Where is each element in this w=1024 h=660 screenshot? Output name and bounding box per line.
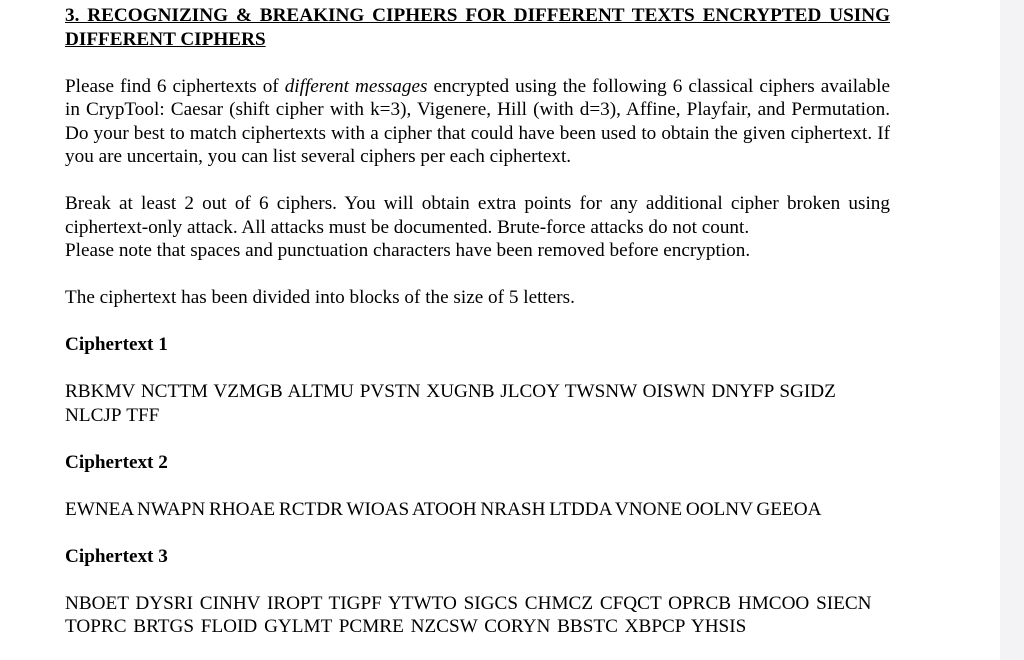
ciphertext-1-body: RBKMV NCTTM VZMGB ALTMU PVSTN XUGNB JLCOY TWSNW OISWN DNYFP SGIDZ NLCJP TFF [65, 381, 836, 426]
document-content [65, 4, 890, 639]
intro-text-start: Please find 6 ciphertexts of [65, 75, 285, 97]
intro-text-end: encrypted using the following 6 classical ciphers available in CrypTool: Caesar (shift cipher with k=3), Vigenere, Hill (with d=3), Affine, Playfair, and Permutation. Do your best to match ciphertexts with a cipher that could have been used to obtain the given ciphertext. If you are uncertain, you can list several ciphers per each ciphertext. [65, 75, 890, 167]
ciphertext-3-body: NBOET DYSRI CINHV IROPT TIGPF YTWTO SIGCS CHMCZ CFQCT OPRCB HMCOO SIECN TOPRC BRTGS FLOID GYLMT PCMRE NZCSW CORYN BBSTC XBPCP YHSIS [65, 592, 872, 637]
right-gutter [1000, 0, 1024, 660]
intro-paragraph-2: Break at least 2 out of 6 ciphers. You will obtain extra points for any additional cipher broken using ciphertext-only attack. All attacks must be documented. Brute-force attacks do not count. [65, 193, 890, 238]
ciphertext-3-title: Ciphertext 3 [65, 545, 168, 567]
ciphertext-2-body: EWNEA NWAPN RHOAE RCTDR WIOAS ATOOH NRASH LTDDA VNONE OOLNV GEEOA [65, 498, 822, 520]
section-heading: 3. RECOGNIZING & BREAKING CIPHERS FOR DIFFERENT TEXTS ENCRYPTED USING DIFFERENT CIPHERS [65, 5, 890, 50]
intro-paragraph-3: Please note that spaces and punctuation characters have been removed before encryption. [65, 240, 751, 261]
ciphertext-1-title: Ciphertext 1 [65, 334, 168, 355]
ciphertext-2-title: Ciphertext 2 [65, 451, 168, 473]
intro-paragraph-1 [65, 75, 890, 169]
intro-emphasis: different messages [284, 75, 428, 97]
intro-paragraph-4: The ciphertext has been divided into blocks of the size of 5 letters. [65, 287, 575, 308]
